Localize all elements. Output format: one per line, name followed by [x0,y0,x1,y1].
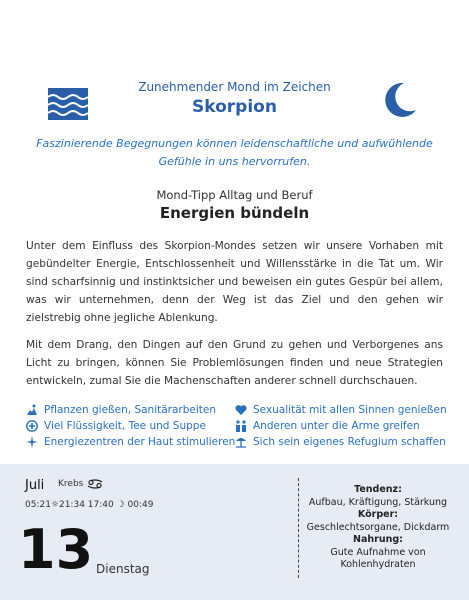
activity-item [26,418,206,434]
plus-circle-icon [26,420,38,432]
zodiac-prefix: Zunehmender Mond im Zeichen [138,80,331,94]
activity-label: Sich sein eigenes Refugium schaffen [253,436,446,448]
day-number: 13 [18,518,94,581]
activity-label: Energiezentren der Haut stimulieren [44,436,236,448]
helping-hands-icon [235,420,247,432]
tip-paragraph: Mit dem Drang, den Dingen auf den Grund zu gehen und Verborgenes ans Licht zu bringen, können Sie Problemlösungen finden und neue Strategien entwickeln, zumal Sie die Machenschaften anderer schnell durchschauen. [26,339,443,387]
activity-item [235,418,420,434]
weekday-label: Dienstag [96,562,150,576]
tip-category: Mond-Tipp Alltag und Beruf [156,188,313,202]
food-value: Gute Aufnahme von Kohlenhydraten [330,546,426,570]
zodiac-sign-title: Skorpion [192,97,277,117]
dashed-divider [298,478,299,578]
tendency-heading: Tendenz: [354,484,402,495]
activity-item [26,402,216,418]
hands-icon [26,404,38,416]
activity-label: Viel Flüssigkeit, Tee und Suppe [44,420,206,432]
moon-info-panel [300,484,456,572]
daily-quote: Faszinierende Begegnungen können leidenschaftliche und aufwühlende Gefühle in uns hervorrufen. [36,137,433,168]
body-heading: Körper: [357,509,399,520]
activity-item [235,434,446,450]
beach-icon [235,436,247,448]
food-heading: Nahrung: [353,534,403,545]
month-label: Juli [25,478,45,493]
activity-item [26,434,235,450]
tip-body [26,237,443,399]
sun-moon-times: 05:21☼21:34 17:40 ☽ 00:49 [25,500,154,510]
spark-icon [26,436,38,448]
heart-icon [235,404,247,416]
sun-sign-label: Krebs [58,479,84,489]
activity-item [235,402,447,418]
activity-label: Pflanzen gießen, Sanitärarbeiten [44,404,217,416]
tip-paragraph: Unter dem Einfluss des Skorpion-Mondes setzen wir unsere Vorhaben mit gebündelter Energie, Entschlossenheit und Willensstärke in die Tat um. Wir sind scharfsinnig und instinktsicher und beweisen ein gutes Gespür bei allem, was wir unternehmen, denn der Weg ist das Ziel und den gehen wir zielstrebig ohne jegliche Ablenkung. [26,240,443,324]
activity-label: Sexualität mit allen Sinnen genießen [253,404,447,416]
cancer-sign-icon [87,479,103,489]
body-value: Geschlechtsorgane, Dickdarm [306,521,450,533]
activity-label: Anderen unter die Arme greifen [253,420,420,432]
tendency-value: Aufbau, Kräftigung, Stärkung [308,496,448,508]
tip-title: Energien bündeln [159,204,310,222]
